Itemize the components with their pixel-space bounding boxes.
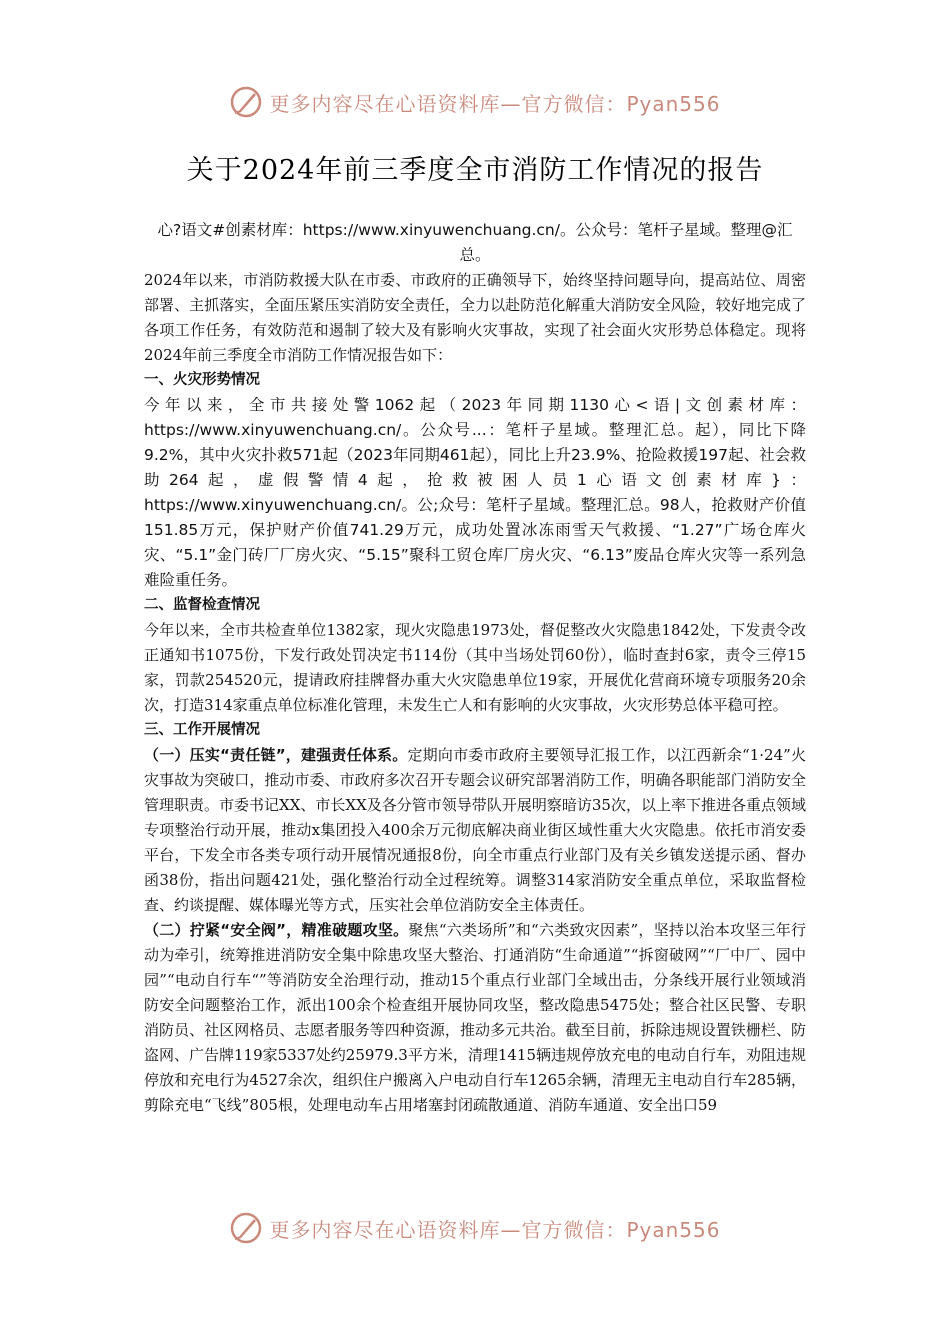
- quill-circle-icon: [229, 1211, 263, 1245]
- quill-circle-icon: [229, 85, 263, 119]
- paragraph-text: 聚焦“六类场所”和“六类致灾因素”，坚持以治本攻坚三年行动为牵引，统筹推进消防安全集中除患攻坚大整治、打通消防“生命通道”“拆窗破网”“厂中厂、园中园”“电动自行车“”等消防安全治理行动，推动15个重点行业部门全域出击，分条线开展行业领域消防安全问题整治工作，派出100余个检查组开展协同攻坚，整改隐患5475处；整合社区民警、专职消防员、社区网格员、志愿者服务等四种资源，推动多元共治。截至目前，拆除违规设置铁栅栏、防盗网、广告牌119家5337处约25979.3平方米，清理1415辆违规停放充电的电动自行车，劝阻违规停放和充电行为4527余次，组织住户搬离入户电动自行车1265余辆，清理无主电动自行车285辆，剪除充电“飞线”805根，处理电动车占用堵塞封闭疏散通道、消防车通道、安全出口59: [144, 921, 807, 1114]
- intro-paragraph: 2024年以来，市消防救援大队在市委、市政府的正确领导下，始终坚持问题导向，提高站位、周密部署、主抓落实，全面压紧压实消防安全责任，全力以赴防范化解重大消防安全风险，较好地完成了各项工作任务，有效防范和遏制了较大及有影响火灾事故，实现了社会面火灾形势总体稳定。现将2024年前三季度全市消防工作情况报告如下：: [144, 271, 806, 364]
- banner-text: 更多内容尽在心语资料库—官方微信：Pyan556: [269, 1217, 721, 1242]
- header-banner: [0, 82, 950, 122]
- section-heading: 二、监督检查情况: [144, 597, 260, 613]
- work-paragraph-1: [144, 743, 806, 918]
- page-title: 关于2024年前三季度全市消防工作情况的报告: [186, 155, 764, 186]
- paragraph-lead: （一）压实“责任链”，建强责任体系。: [144, 746, 408, 764]
- section-heading: 三、工作开展情况: [144, 722, 260, 738]
- banner-text: 更多内容尽在心语资料库—官方微信：Pyan556: [269, 91, 721, 116]
- footer-banner: [0, 1208, 950, 1248]
- subtitle: 心?语文#创素材库：https://www.xinyuwenchuang.cn/。公众号：笔杆子星域。整理@汇总。: [157, 221, 793, 264]
- paragraph-text: 定期向市委市政府主要领导汇报工作，以江西新余“1·24”火灾事故为突破口，推动市委、市政府多次召开专题会议研究部署消防工作，明确各职能部门消防安全管理职责。市委书记XX、市长XX及各分管市领导带队开展明察暗访35次，以上率下推进各重点领域专项整治行动开展，推动x集团投入400余万元彻底解决商业街区域性重大火灾隐患。依托市消安委平台，下发全市各类专项行动开展情况通报8份，向全市重点行业部门及有关乡镇发送提示函、督办函38份，指出问题421处，强化整治行动全过程统筹。调整314家消防安全重点单位，采取监督检查、约谈提醒、媒体曝光等方式，压实社会单位消防安全主体责任。: [144, 746, 806, 914]
- inspection-paragraph: 今年以来，全市共检查单位1382家，现火灾隐患1973处，督促整改火灾隐患1842处，下发责令改正通知书1075份，下发行政处罚决定书114份（其中当场处罚60份），临时查封6家，责令三停15家，罚款254520元，提请政府挂牌督办重大火灾隐患单位19家，开展优化营商环境专项服务20余次，打造314家重点单位标准化管理，未发生亡人和有影响的火灾事故，火灾形势总体平稳可控。: [144, 621, 806, 714]
- work-paragraph-2: [144, 918, 806, 1118]
- section-heading: 一、火灾形势情况: [144, 372, 260, 388]
- paragraph-lead: （二）拧紧“安全阀”，精准破题攻坚。: [144, 921, 409, 939]
- document-body: [144, 218, 806, 1118]
- fire-situation-paragraph: 今年以来，全市共接处警1062起（2023年同期1130心<语|文创素材库：https://www.xinyuwenchuang.cn/。公众号...：笔杆子星域。整理汇总。起），同比下降9.2%，其中火灾扑救571起（2023年同期461起），同比上升23.9%、抢险救援197起、社会救助264起，虚假警情4起，抢救被困人员1心语文创素材库}：https://www.xinyuwenchuang.cn/。公;众号：笔杆子星域。整理汇总。98人，抢救财产价值151.85万元，保护财产价值741.29万元，成功处置冰冻雨雪天气救援、“1.27”广场仓库火灾、“5.1”金门砖厂厂房火灾、“5.15”聚科工贸仓库厂房火灾、“6.13”废品仓库火灾等一系列急难险重任务。: [144, 396, 806, 589]
